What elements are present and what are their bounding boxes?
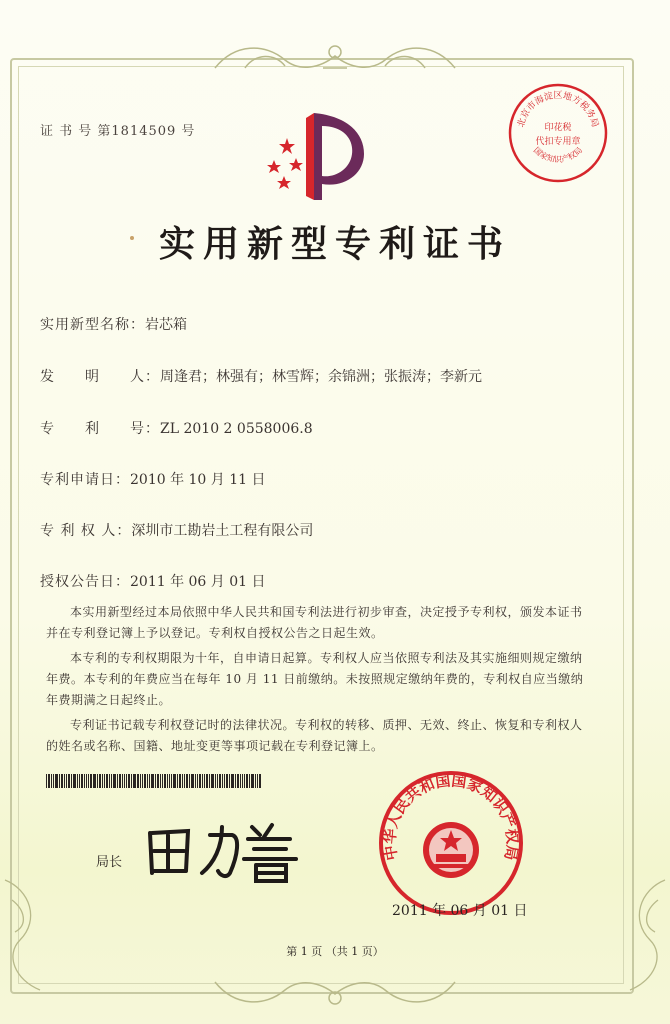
barcode-bar xyxy=(246,774,248,788)
page-number: 第 1 页 （共 1 页） xyxy=(286,945,384,958)
barcode-bar xyxy=(229,774,230,788)
official-seal xyxy=(376,768,526,918)
corner-ornament-bottom-left xyxy=(0,870,70,1000)
barcode-bar xyxy=(77,774,78,788)
barcode-bar xyxy=(46,774,47,788)
barcode-bar xyxy=(242,774,243,788)
field-patentee: 专 利 权 人：深圳市工勘岩土工程有限公司 xyxy=(40,523,314,539)
barcode-bar xyxy=(106,774,108,788)
barcode-bar xyxy=(104,774,105,788)
barcode-bar xyxy=(131,774,132,788)
barcode-bar xyxy=(140,774,141,788)
barcode-bar xyxy=(182,774,183,788)
tax-stamp xyxy=(505,80,611,186)
barcode-bar xyxy=(240,774,241,788)
tax-stamp-bottom-text: 国家知识产权局 xyxy=(531,145,585,165)
barcode-bar xyxy=(97,774,98,788)
bottom-ornament xyxy=(205,972,465,1012)
barcode-bar xyxy=(99,774,101,788)
barcode-bar xyxy=(66,774,67,788)
seal-date: 2011 年 06 月 01 日 xyxy=(392,903,528,919)
top-ornament xyxy=(205,38,465,78)
field-announcement-date: 授权公告日：2011 年 06 月 01 日 xyxy=(40,574,266,590)
barcode-bar xyxy=(133,774,136,788)
barcode-bar xyxy=(128,774,130,788)
barcode-bar xyxy=(191,774,194,788)
barcode-bar xyxy=(81,774,83,788)
barcode-bar xyxy=(64,774,65,788)
barcode-bar xyxy=(61,774,63,788)
barcode-bar xyxy=(179,774,181,788)
barcode-bar xyxy=(162,774,163,788)
barcode-bar xyxy=(79,774,80,788)
barcode-bar xyxy=(71,774,72,788)
barcode-bar xyxy=(259,774,261,788)
tax-stamp-ring-text: 北京市海淀区地方税务局 xyxy=(516,91,600,129)
barcode xyxy=(46,774,346,788)
barcode-bar xyxy=(102,774,103,788)
barcode-bar xyxy=(86,774,87,788)
official-seal-ring-text: 中华人民共和国国家知识产权局 xyxy=(380,771,522,862)
barcode-bar xyxy=(142,774,143,788)
barcode-bar xyxy=(48,774,50,788)
barcode-bar xyxy=(195,774,196,788)
barcode-bar xyxy=(113,774,116,788)
barcode-bar xyxy=(111,774,112,788)
corner-ornament-bottom-right xyxy=(600,870,670,1000)
tax-stamp-center-line1: 印花税 xyxy=(544,123,572,133)
barcode-bar xyxy=(177,774,178,788)
barcode-bar xyxy=(215,774,216,788)
barcode-bar xyxy=(109,774,110,788)
barcode-bar xyxy=(217,774,218,788)
barcode-bar xyxy=(126,774,127,788)
barcode-bar xyxy=(202,774,203,788)
barcode-bar xyxy=(51,774,52,788)
barcode-bar xyxy=(55,774,58,788)
director-label: 局长 xyxy=(96,855,123,870)
paragraph-1: 本实用新型经过本局依照中华人民共和国专利法进行初步审查，决定授予专利权，颁发本证书并在专利登记簿上予以登记。专利权自授权公告之日起生效。 xyxy=(46,605,583,640)
barcode-bar xyxy=(219,774,221,788)
barcode-bar xyxy=(249,774,250,788)
barcode-bar xyxy=(199,774,201,788)
barcode-bar xyxy=(164,774,166,788)
director-signature xyxy=(140,815,310,885)
barcode-bar xyxy=(155,774,156,788)
barcode-bar xyxy=(186,774,188,788)
barcode-bar xyxy=(68,774,70,788)
barcode-bar xyxy=(167,774,168,788)
barcode-bar xyxy=(117,774,118,788)
barcode-bar xyxy=(211,774,214,788)
barcode-bar xyxy=(235,774,236,788)
barcode-bar xyxy=(244,774,245,788)
barcode-bar xyxy=(84,774,85,788)
barcode-bar xyxy=(53,774,54,788)
patent-office-logo xyxy=(262,108,372,203)
barcode-bar xyxy=(157,774,159,788)
barcode-bar xyxy=(251,774,254,788)
barcode-bar xyxy=(222,774,223,788)
barcode-bar xyxy=(59,774,60,788)
barcode-bar xyxy=(124,774,125,788)
svg-text:国家知识产权局 xyxy=(532,146,584,165)
field-inventors: 发 明 人：周逢君；林强有；林雪辉；余锦洲；张振涛；李新元 xyxy=(40,369,482,385)
barcode-bar xyxy=(206,774,208,788)
barcode-bar xyxy=(197,774,198,788)
barcode-bar xyxy=(184,774,185,788)
barcode-bar xyxy=(224,774,225,788)
barcode-bar xyxy=(88,774,89,788)
barcode-bar xyxy=(137,774,139,788)
barcode-bar xyxy=(231,774,234,788)
barcode-bar xyxy=(73,774,76,788)
barcode-bar xyxy=(189,774,190,788)
barcode-bar xyxy=(144,774,146,788)
barcode-bar xyxy=(237,774,239,788)
barcode-bar xyxy=(257,774,258,788)
barcode-bar xyxy=(90,774,92,788)
barcode-bar xyxy=(255,774,256,788)
barcode-bar xyxy=(151,774,154,788)
paragraph-2: 本专利的专利权期限为十年，自申请日起算。专利权人应当依照专利法及其实施细则规定缴纳年费。本专利的年费应当在每年 10 月 11 日前缴纳。未按照规定缴纳年费的，专利权自应当缴纳年费期满之日起终止。 xyxy=(46,651,584,707)
barcode-bar xyxy=(149,774,150,788)
barcode-bar xyxy=(93,774,96,788)
certificate-title: 实用新型专利证书 xyxy=(158,223,511,265)
barcode-bar xyxy=(160,774,161,788)
field-patent-number: 专 利 号：ZL 2010 2 0558006.8 xyxy=(40,421,313,437)
national-emblem-icon xyxy=(423,822,479,878)
barcode-bar xyxy=(122,774,123,788)
barcode-bar xyxy=(173,774,176,788)
paragraph-3: 专利证书记载专利权登记时的法律状况。专利权的转移、质押、无效、终止、恢复和专利权人的姓名或名称、国籍、地址变更等事项记载在专利登记簿上。 xyxy=(46,718,583,753)
field-utility-model-name: 实用新型名称：岩芯箱 xyxy=(40,317,187,333)
barcode-bar xyxy=(119,774,121,788)
barcode-bar xyxy=(209,774,210,788)
field-application-date: 专利申请日：2010 年 10 月 11 日 xyxy=(40,472,266,488)
barcode-bar xyxy=(226,774,228,788)
tax-stamp-center-line2: 代扣专用章 xyxy=(535,137,581,147)
barcode-bar xyxy=(204,774,205,788)
certificate-number: 证 书 号 第1814509 号 xyxy=(40,124,196,139)
barcode-bar xyxy=(171,774,172,788)
barcode-bar xyxy=(169,774,170,788)
barcode-bar xyxy=(147,774,148,788)
